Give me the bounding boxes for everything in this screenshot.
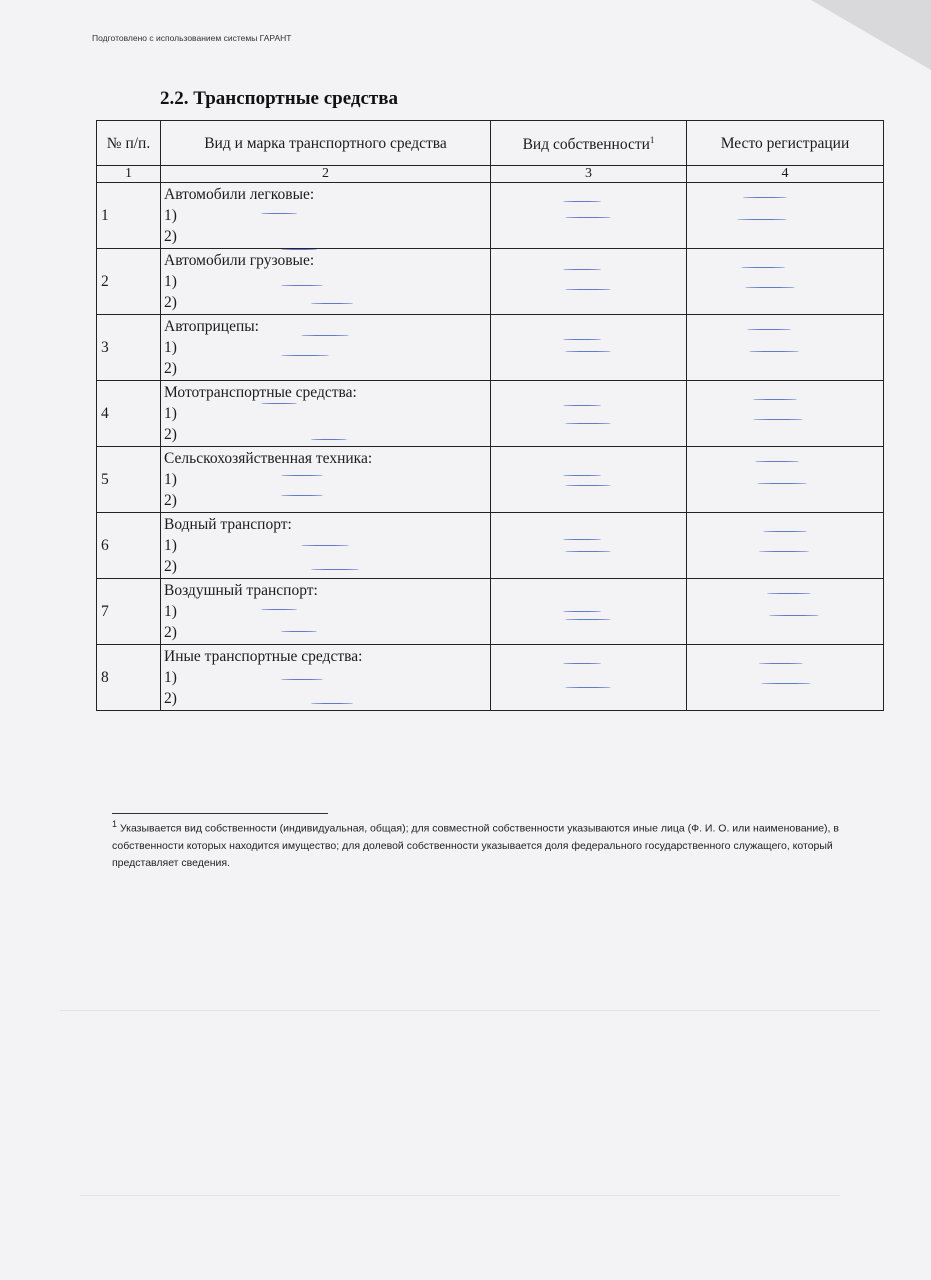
row-number: 4 [97,381,161,447]
header-type: Вид и марка транспортного средства [161,121,491,166]
vehicle-category-cell [161,513,491,579]
handwritten-dash [301,545,349,546]
handwritten-dash [281,475,323,476]
vehicle-category: Мототранспортные средства: [164,384,357,401]
handwritten-dash [261,403,297,404]
table-row [97,183,884,249]
row-number: 5 [97,447,161,513]
table-row [97,249,884,315]
handwritten-dash [311,439,347,440]
column-number: 1 [97,166,161,183]
ownership-cell [491,381,687,447]
item-2-label: 2) [164,294,177,311]
handwritten-dash [563,269,601,270]
vehicle-category-cell [161,381,491,447]
handwritten-dash [261,213,297,214]
header-place: Место регистрации [687,121,884,166]
handwritten-dash [311,303,353,304]
item-1-label: 1) [164,405,177,422]
handwritten-dash [745,287,795,288]
handwritten-dash [741,267,785,268]
registration-place-cell [687,447,884,513]
row-number: 8 [97,645,161,711]
handwritten-dash [565,289,611,290]
handwritten-dash [763,531,807,532]
item-1-label: 1) [164,207,177,224]
handwritten-dash [301,335,349,336]
vehicle-category: Автоприцепы: [164,318,259,335]
ownership-cell [491,447,687,513]
handwritten-dash [311,569,359,570]
footnote: 1 Указывается вид собственности (индивидуальная, общая); для совместной собственности указываются иные лица (Ф. И. О. или наименование), в собственности которых находится имущество; для долевой собственности указывается доля федерального государственного служащего, который представляет сведения. [112,819,839,869]
handwritten-dash [565,423,611,424]
ownership-cell [491,249,687,315]
row-number: 7 [97,579,161,645]
header-num: № п/п. [97,121,161,166]
handwritten-dash [753,399,797,400]
table-row [97,447,884,513]
table-row [97,315,884,381]
item-2-label: 2) [164,492,177,509]
registration-place-cell [687,183,884,249]
column-number: 2 [161,166,491,183]
folded-corner [811,0,931,70]
registration-place-cell [687,381,884,447]
registration-place-cell [687,579,884,645]
item-2-label: 2) [164,228,177,245]
vehicle-category: Иные транспортные средства: [164,648,363,665]
handwritten-dash [769,615,819,616]
ownership-cell [491,183,687,249]
handwritten-dash [749,351,799,352]
item-2-label: 2) [164,690,177,707]
handwritten-dash [737,219,787,220]
handwritten-dash [565,687,611,688]
handwritten-dash [563,201,601,202]
handwritten-dash [767,593,811,594]
handwritten-dash [565,551,611,552]
handwritten-dash [563,539,601,540]
handwritten-dash [563,475,601,476]
item-2-label: 2) [164,558,177,575]
ownership-cell [491,645,687,711]
handwritten-dash [565,619,611,620]
handwritten-dash [755,461,799,462]
row-number: 2 [97,249,161,315]
table-row [97,513,884,579]
row-number: 3 [97,315,161,381]
item-1-label: 1) [164,471,177,488]
handwritten-dash [759,551,809,552]
item-1-label: 1) [164,537,177,554]
handwritten-dash [563,405,601,406]
handwritten-dash [747,329,791,330]
row-number: 6 [97,513,161,579]
table-header-row [97,121,884,166]
ownership-cell [491,315,687,381]
footnote-rule [112,813,328,814]
table-row [97,579,884,645]
vehicle-category-cell [161,447,491,513]
handwritten-dash [759,663,803,664]
item-2-label: 2) [164,624,177,641]
ownership-cell [491,579,687,645]
registration-place-cell [687,645,884,711]
column-number: 3 [491,166,687,183]
handwritten-dash [311,703,353,704]
handwritten-dash [563,339,601,340]
section-title: 2.2. Транспортные средства [160,88,399,109]
handwritten-dash [761,683,811,684]
table-row [97,381,884,447]
vehicle-category-cell [161,249,491,315]
vehicle-category: Автомобили легковые: [164,186,315,203]
registration-place-cell [687,315,884,381]
vehicle-category: Сельскохозяйственная техника: [164,450,373,467]
handwritten-dash [753,419,803,420]
handwritten-dash [261,609,297,610]
handwritten-dash [281,679,323,680]
handwritten-dash [281,631,317,632]
item-1-label: 1) [164,339,177,356]
vehicles-table [96,120,884,711]
handwritten-dash [565,217,611,218]
vehicle-category-cell [161,645,491,711]
handwritten-dash [281,285,323,286]
handwritten-dash [757,483,807,484]
vehicle-category-cell [161,315,491,381]
vehicle-category: Автомобили грузовые: [164,252,315,269]
handwritten-dash [563,611,601,612]
handwritten-dash [565,351,611,352]
registration-place-cell [687,513,884,579]
registration-place-cell [687,249,884,315]
scan-artifact [60,1010,880,1011]
item-1-label: 1) [164,273,177,290]
handwritten-dash [563,663,601,664]
handwritten-dash [281,355,329,356]
scan-artifact [80,1195,840,1196]
handwritten-dash [565,485,611,486]
handwritten-dash [743,197,787,198]
table-row [97,645,884,711]
ownership-cell [491,513,687,579]
item-2-label: 2) [164,426,177,443]
vehicle-category-cell [161,183,491,249]
vehicle-category: Воздушный транспорт: [164,582,318,599]
header-ownership: Вид собственности$^1$ [491,121,687,166]
vehicle-category: Водный транспорт: [164,516,292,533]
row-number: 1 [97,183,161,249]
column-number: 4 [687,166,884,183]
item-2-label: 2) [164,360,177,377]
handwritten-dash [281,495,323,496]
item-1-label: 1) [164,669,177,686]
column-number-row [97,166,884,183]
header-note: Подготовлено с использованием системы ГАРАНТ [92,33,292,43]
vehicle-category-cell [161,579,491,645]
item-1-label: 1) [164,603,177,620]
